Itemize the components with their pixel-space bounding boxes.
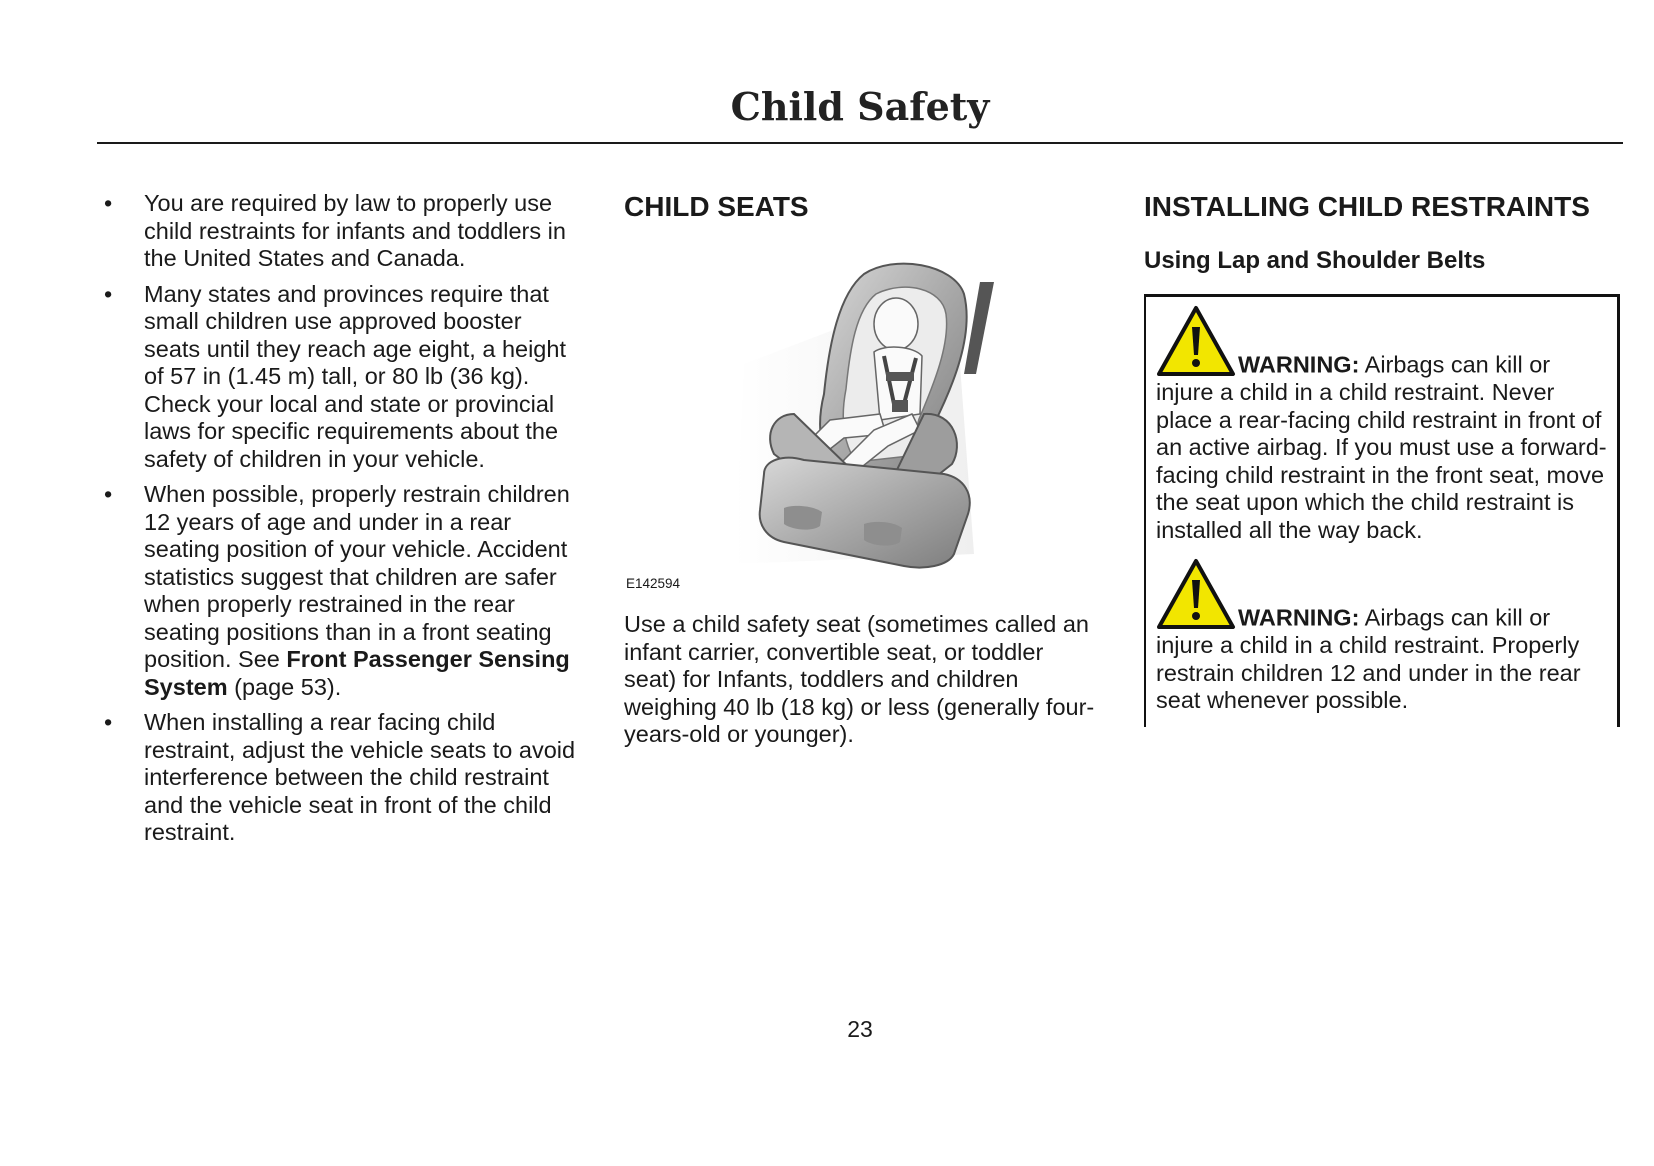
warning-text: Airbags can kill or injure a child in a child restraint. Never place a rear-facing child restraint in front of an active airbag. If you must use a forward-facing child restraint in the front seat, move the seat upon which the child restraint is installed all the way back. [1156,351,1607,543]
bullet-text: Many states and provinces require that small children use approved booster seats until they reach age eight, a height of 57 in (1.45 m) tall, or 80 lb (36 kg). Check your local and state or provincial laws for specific requirements about the safety of children in your vehicle. [144,280,566,472]
cross-reference-link[interactable]: Front Passenger Sensing System [144,646,570,700]
left-column [104,190,580,855]
page-title: Child Safety [730,84,990,129]
bullet-item [104,709,580,847]
bullet-item [104,190,580,273]
bullet-dot: • [104,709,113,735]
bullet-item [104,481,580,701]
page-number: 23 [847,1016,873,1042]
bullet-text: You are required by law to properly use child restraints for infants and toddlers in the United States and Canada. [144,190,566,271]
child-seats-paragraph: Use a child safety seat (sometimes called an infant carrier, convertible seat, or toddler seat) for Infants, toddlers and children weighing 40 lb (18 kg) or less (generally four-years-old or younger). [624,611,1095,747]
child-seat-image [624,224,1100,579]
warning-box [1144,294,1620,727]
warning-item [1156,305,1607,544]
bullet-text: When possible, properly restrain children 12 years of age and under in a rear seating position of your vehicle. Accident statistics suggest that children are safer when properly restrained in the rear seating positions than in a front seating position. See [144,481,570,672]
bullet-text: When installing a rear facing child restraint, adjust the vehicle seats to avoid interference between the child restraint and the vehicle seat in front of the child restraint. [144,709,576,845]
warning-item [1156,558,1607,715]
warning-label: WARNING: [1238,351,1360,378]
middle-column [624,190,1100,749]
child-seats-heading: CHILD SEATS [624,191,809,222]
bullet-text: (page 53). [227,673,342,700]
child-seat-illustration [624,224,1100,591]
figure-code: E142594 [626,576,681,591]
installing-restraints-heading: INSTALLING CHILD RESTRAINTS [1144,191,1590,222]
bullet-list [104,190,580,847]
warning-triangle-icon [1156,305,1236,377]
warning-triangle-icon [1156,558,1236,630]
title-divider [97,142,1623,144]
warning-text: Airbags can kill or injure a child in a child restraint. Properly restrain children 12 and under in the rear seat whenever possible. [1156,604,1581,713]
bullet-dot: • [104,280,113,307]
lap-shoulder-belts-subheading: Using Lap and Shoulder Belts [1144,247,1486,274]
bullet-dot: • [104,190,113,216]
warning-label: WARNING: [1238,604,1360,631]
right-column [1144,190,1620,727]
bullet-dot: • [104,481,113,507]
bullet-item [104,281,580,474]
